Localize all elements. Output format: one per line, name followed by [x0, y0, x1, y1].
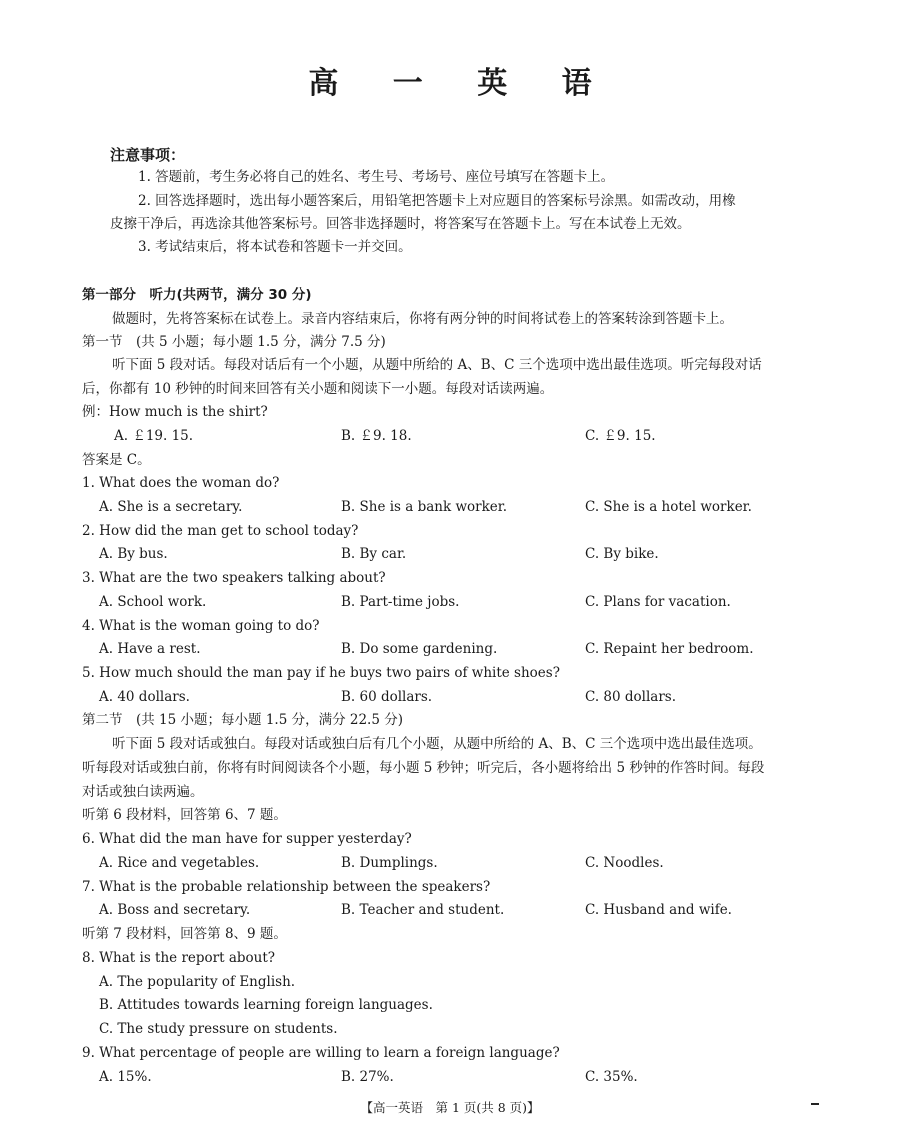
section2-instruction-line-1: 听下面 5 段对话或独白。每段对话或独白后有几个小题，从题中所给的 A、B、C 三个选项中选出最佳选项。 — [112, 736, 762, 752]
question-3: 3. What are the two speakers talking about? — [82, 570, 386, 586]
question-6-option-a: A. Rice and vegetables. — [99, 855, 260, 871]
example-option-a: A. ￡19. 15. — [114, 428, 194, 444]
question-6-option-b: B. Dumplings. — [341, 855, 438, 871]
notice-item-3: 3. 考试结束后，将本试卷和答题卡一并交回。 — [138, 239, 412, 255]
notice-item-1: 1. 答题前，考生务必将自己的姓名、考生号、考场号、座位号填写在答题卡上。 — [138, 169, 615, 185]
question-9-option-b: B. 27%. — [341, 1069, 394, 1085]
question-1: 1. What does the woman do? — [82, 475, 280, 491]
question-2-option-a: A. By bus. — [99, 546, 168, 562]
question-5-option-b: B. 60 dollars. — [341, 689, 433, 705]
section2-instruction-line-3: 对话或独白读两遍。 — [82, 784, 204, 800]
section1-instruction-line-2: 后，你都有 10 秒钟的时间来回答有关小题和阅读下一小题。每段对话读两遍。 — [82, 381, 554, 397]
question-9-option-c: C. 35%. — [585, 1069, 638, 1085]
question-5: 5. How much should the man pay if he buys two pairs of white shoes? — [82, 665, 560, 681]
material-7-note: 听第 7 段材料，回答第 8、9 题。 — [82, 926, 287, 942]
question-7-option-b: B. Teacher and student. — [341, 902, 505, 918]
section1-instruction-line-1: 听下面 5 段对话。每段对话后有一个小题，从题中所给的 A、B、C 三个选项中选出最佳选项。听完每段对话 — [112, 357, 762, 373]
question-4-option-a: A. Have a rest. — [99, 641, 201, 657]
question-8-option-a: A. The popularity of English. — [99, 974, 296, 990]
part1-intro: 做题时，先将答案标在试卷上。录音内容结束后，你将有两分钟的时间将试卷上的答案转涂到答题卡上。 — [112, 311, 733, 327]
question-5-option-c: C. 80 dollars. — [585, 689, 677, 705]
question-7-option-a: A. Boss and secretary. — [99, 902, 251, 918]
question-2-option-c: C. By bike. — [585, 546, 659, 562]
question-2: 2. How did the man get to school today? — [82, 523, 359, 539]
question-1-option-b: B. She is a bank worker. — [341, 499, 508, 515]
material-6-note: 听第 6 段材料，回答第 6、7 题。 — [82, 807, 287, 823]
question-3-option-b: B. Part-time jobs. — [341, 594, 460, 610]
question-3-option-c: C. Plans for vacation. — [585, 594, 731, 610]
question-1-option-c: C. She is a hotel worker. — [585, 499, 752, 515]
question-5-option-a: A. 40 dollars. — [99, 689, 190, 705]
notice-item-2-line-2: 皮擦干净后，再选涂其他答案标号。回答非选择题时，将答案写在答题卡上。写在本试卷上无效。 — [110, 216, 691, 232]
example-answer: 答案是 C。 — [82, 452, 151, 468]
notice-heading: 注意事项： — [110, 146, 186, 164]
page-title: 高 一 英 语 — [308, 66, 614, 101]
question-8-option-b: B. Attitudes towards learning foreign languages. — [99, 997, 433, 1013]
section2-instruction-line-2: 听每段对话或独白前，你将有时间阅读各个小题，每小题 5 秒钟；听完后，各小题将给出 5 秒钟的作答时间。每段 — [82, 760, 765, 776]
example-option-b: B. ￡9. 18. — [341, 428, 412, 444]
question-8: 8. What is the report about? — [82, 950, 276, 966]
example-option-c: C. ￡9. 15. — [585, 428, 656, 444]
question-1-option-a: A. She is a secretary. — [99, 499, 243, 515]
question-9: 9. What percentage of people are willing to learn a foreign language? — [82, 1045, 560, 1061]
example-question: 例：How much is the shirt? — [82, 404, 268, 420]
question-4-option-b: B. Do some gardening. — [341, 641, 498, 657]
part1-heading: 第一部分 听力(共两节，满分 30 分) — [82, 287, 312, 303]
question-7-option-c: C. Husband and wife. — [585, 902, 732, 918]
section1-heading: 第一节 (共 5 小题；每小题 1.5 分，满分 7.5 分) — [82, 334, 386, 350]
question-3-option-a: A. School work. — [99, 594, 207, 610]
question-4: 4. What is the woman going to do? — [82, 618, 320, 634]
question-6-option-c: C. Noodles. — [585, 855, 664, 871]
page-footer: 【高一英语 第 1 页(共 8 页)】 — [360, 1100, 540, 1115]
section2-heading: 第二节 (共 15 小题；每小题 1.5 分，满分 22.5 分) — [82, 712, 403, 728]
question-8-option-c: C. The study pressure on students. — [99, 1021, 338, 1037]
question-2-option-b: B. By car. — [341, 546, 407, 562]
notice-item-2-line-1: 2. 回答选择题时，选出每小题答案后，用铅笔把答题卡上对应题目的答案标号涂黑。如需改动，用橡 — [138, 193, 736, 209]
corner-mark — [811, 1103, 819, 1105]
question-6: 6. What did the man have for supper yesterday? — [82, 831, 412, 847]
question-9-option-a: A. 15%. — [99, 1069, 152, 1085]
question-4-option-c: C. Repaint her bedroom. — [585, 641, 754, 657]
question-7: 7. What is the probable relationship between the speakers? — [82, 879, 491, 895]
